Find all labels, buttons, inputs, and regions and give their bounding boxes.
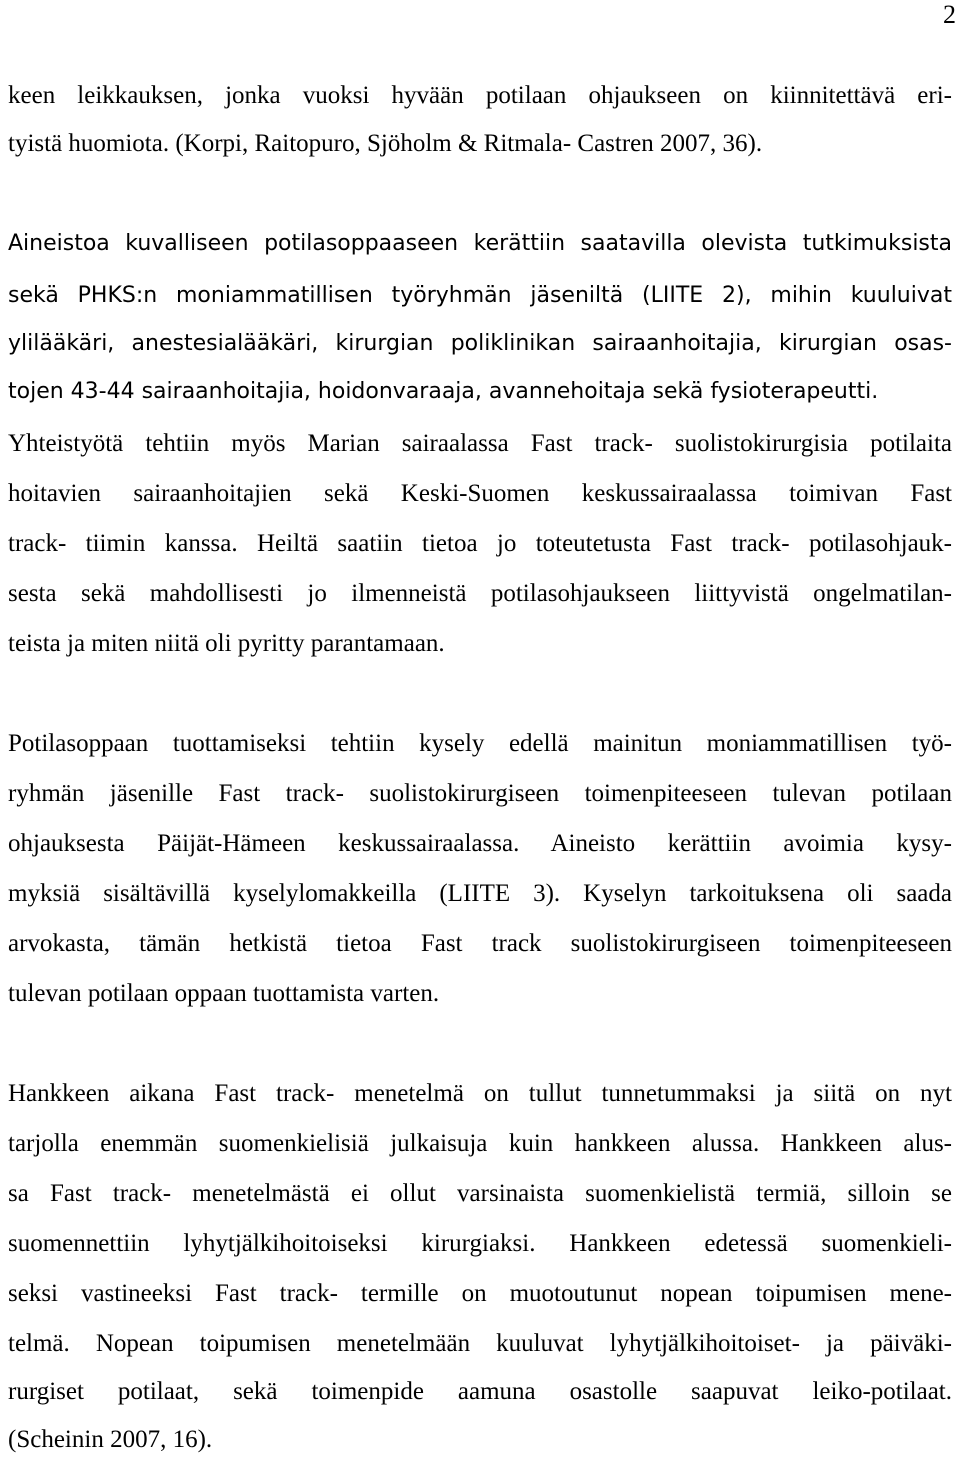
text-line: seksi vastineeksi Fast track- termille on muotoutunut nopean toipumisen mene- xyxy=(8,1280,952,1307)
text-line: tojen 43-44 sairaanhoitajia, hoidonvaraaja, avannehoitaja sekä fysioterapeutti. xyxy=(8,379,879,404)
text-line: sa Fast track- menetelmästä ei ollut varsinaista suomenkielistä termiä, silloin se xyxy=(8,1180,952,1207)
text-line: teista ja miten niitä oli pyritty parantamaan. xyxy=(8,630,445,657)
text-line: sesta sekä mahdollisesti jo ilmenneistä potilasohjaukseen liittyvistä ongelmatilan- xyxy=(8,580,952,607)
text-line: track- tiimin kanssa. Heiltä saatiin tietoa jo toteutetusta Fast track- potilasohjauk- xyxy=(8,530,952,557)
page-number: 2 xyxy=(943,0,956,29)
text-line: tarjolla enemmän suomenkielisiä julkaisuja kuin hankkeen alussa. Hankkeen alus- xyxy=(8,1130,952,1157)
text-line: tulevan potilaan oppaan tuottamista varten. xyxy=(8,980,440,1007)
text-line: rurgiset potilaat, sekä toimenpide aamuna osastolle saapuvat leiko-potilaat. xyxy=(8,1378,952,1405)
text-line: (Scheinin 2007, 16). xyxy=(8,1426,213,1453)
text-line: telmä. Nopean toipumisen menetelmään kuuluvat lyhytjälkihoitoiset- ja päiväki- xyxy=(8,1330,952,1357)
text-line: arvokasta, tämän hetkistä tietoa Fast track suolistokirurgiseen toimenpiteeseen xyxy=(8,930,952,957)
text-line: myksiä sisältävillä kyselylomakkeilla (LIITE 3). Kyselyn tarkoituksena oli saada xyxy=(8,880,952,907)
text-line: hoitavien sairaanhoitajien sekä Keski-Suomen keskussairaalassa toimivan Fast xyxy=(8,480,952,507)
text-line: tyistä huomiota. (Korpi, Raitopuro, Sjöholm & Ritmala- Castren 2007, 36). xyxy=(8,130,763,157)
text-line: keen leikkauksen, jonka vuoksi hyvään potilaan ohjaukseen on kiinnitettävä eri- xyxy=(8,82,952,109)
text-line: sekä PHKS:n moniammatillisen työryhmän jäseniltä (LIITE 2), mihin kuuluivat xyxy=(8,283,952,308)
text-line: Yhteistyötä tehtiin myös Marian sairaalassa Fast track- suolistokirurgisia potilaita xyxy=(8,430,952,457)
text-line: suomennettiin lyhytjälkihoitoiseksi kirurgiaksi. Hankkeen edetessä suomenkieli- xyxy=(8,1230,952,1257)
text-line: ryhmän jäsenille Fast track- suolistokirurgiseen toimenpiteeseen tulevan potilaan xyxy=(8,780,952,807)
text-line: ylilääkäri, anestesialääkäri, kirurgian poliklinikan sairaanhoitajia, kirurgian osas- xyxy=(8,331,952,356)
text-line: Potilasoppaan tuottamiseksi tehtiin kysely edellä mainitun moniammatillisen työ- xyxy=(8,730,952,757)
text-line: ohjauksesta Päijät-Hämeen keskussairaalassa. Aineisto kerättiin avoimia kysy- xyxy=(8,830,952,857)
text-line: Hankkeen aikana Fast track- menetelmä on tullut tunnetummaksi ja siitä on nyt xyxy=(8,1080,952,1107)
text-line: Aineistoa kuvalliseen potilasoppaaseen kerättiin saatavilla olevista tutkimuksista xyxy=(8,231,952,256)
